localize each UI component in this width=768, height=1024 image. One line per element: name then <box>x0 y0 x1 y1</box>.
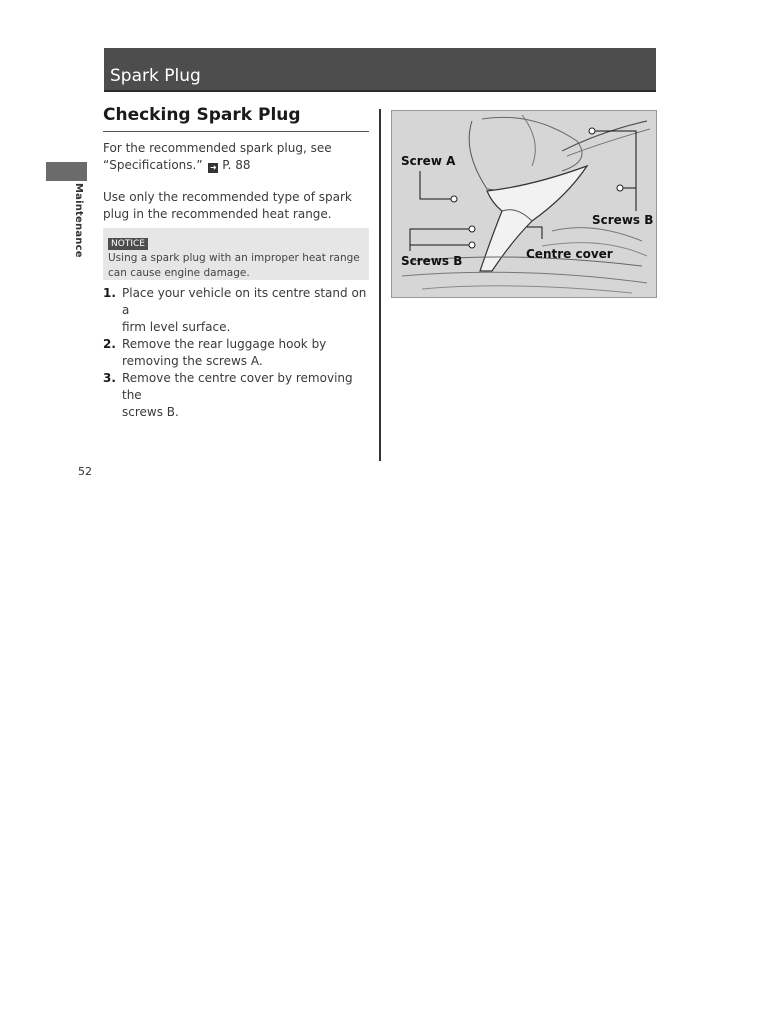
side-tab <box>46 162 87 181</box>
page-title: Checking Spark Plug <box>103 105 301 125</box>
step-number: 3. <box>103 371 116 385</box>
title-underline <box>103 131 369 132</box>
step-3 <box>103 370 371 421</box>
intro-line-1: For the recommended spark plug, see <box>103 141 332 155</box>
step-2 <box>103 336 371 370</box>
page-reference-arrow-icon: ➜ <box>210 163 217 172</box>
notice-line-1: Using a spark plug with an improper heat range <box>108 252 360 264</box>
usage-paragraph <box>103 189 371 223</box>
notice-badge: NOTICE <box>108 238 148 250</box>
screw-b-icon <box>617 185 623 191</box>
step-1 <box>103 285 371 336</box>
usage-line-2: plug in the recommended heat range. <box>103 207 332 221</box>
centre-cover-label: Centre cover <box>526 247 613 261</box>
screws-b-left-label: Screws B <box>401 254 463 268</box>
notice-text <box>108 251 364 281</box>
step-line: removing the screws A. <box>122 354 263 368</box>
usage-line-1: Use only the recommended type of spark <box>103 190 352 204</box>
screw-b-icon <box>589 128 595 134</box>
column-divider <box>379 109 381 461</box>
intro-specifications-text: “Specifications.” <box>103 158 203 172</box>
step-line: Remove the centre cover by removing the <box>122 371 353 402</box>
step-number: 1. <box>103 286 116 300</box>
notice-line-2: can cause engine damage. <box>108 267 250 279</box>
notice-box <box>103 228 369 280</box>
step-line: screws B. <box>122 405 179 419</box>
screw-b-icon <box>469 226 475 232</box>
reference-page-link[interactable]: P. 88 <box>222 158 251 172</box>
screws-b-right-label: Screws B <box>592 213 654 227</box>
page-number: 52 <box>78 465 92 478</box>
centre-cover-illustration <box>391 110 657 298</box>
intro-paragraph <box>103 140 371 174</box>
screw-a-icon <box>451 196 457 202</box>
procedure-steps <box>103 285 371 421</box>
intro-line-2 <box>103 157 371 174</box>
step-line: Remove the rear luggage hook by <box>122 337 327 351</box>
screw-a-label: Screw A <box>401 154 456 168</box>
step-line: firm level surface. <box>122 320 231 334</box>
header-title: Spark Plug <box>110 66 201 86</box>
screw-b-icon <box>469 242 475 248</box>
section-header-bar <box>104 48 656 92</box>
scooter-line-drawing <box>392 111 656 297</box>
step-line: Place your vehicle on its centre stand on a <box>122 286 367 317</box>
side-tab-label: Maintenance <box>73 183 84 258</box>
step-number: 2. <box>103 337 116 351</box>
